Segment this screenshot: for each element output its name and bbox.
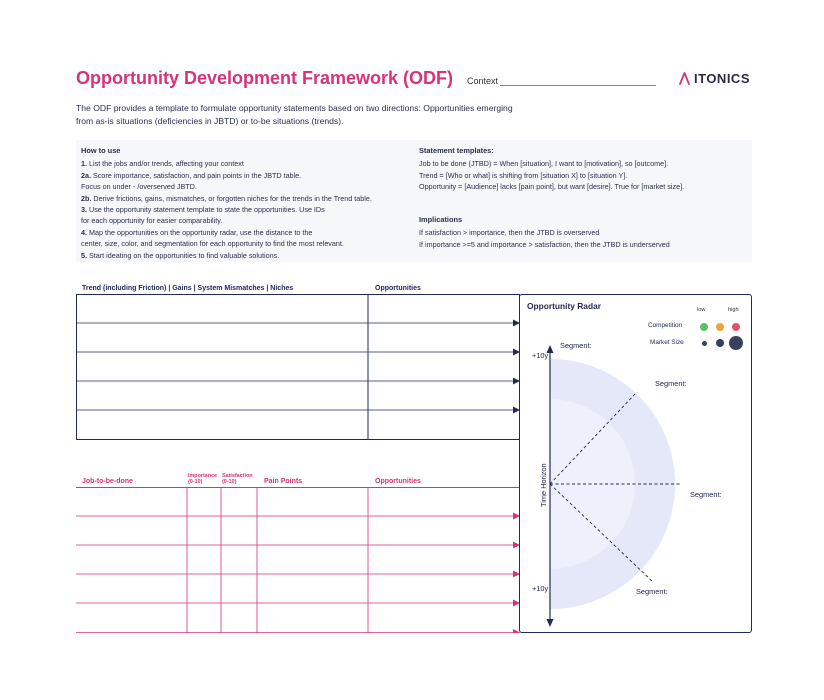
market-size-medium-dot [716, 339, 724, 347]
how-to-step: Focus on under - /overserved JBTD. [81, 182, 197, 192]
trend-table-border [77, 295, 520, 440]
jtbd-table [76, 487, 520, 633]
radar-title: Opportunity Radar [527, 301, 601, 311]
trend-opportunities-header: Opportunities [375, 285, 421, 292]
logo-text: ITONICS [694, 71, 750, 86]
statement-templates-heading: Statement templates: [419, 146, 494, 155]
how-to-step: 2a. Score importance, satisfaction, and pain points in the JBTD table. [81, 170, 302, 180]
segment-label-lower-right: Segment: [636, 587, 668, 596]
itonics-logo [679, 71, 750, 86]
axis-arrow-down-icon [547, 619, 554, 627]
how-to-step: 3. Use the opportunity statement template to state the opportunities. Use IDs [81, 205, 325, 215]
template-line: Job to be done (JTBD) = When [situation], I want to [motivation], so [outcome]. [419, 159, 669, 169]
opportunity-radar [519, 294, 752, 633]
itonics-logo-icon [679, 72, 690, 85]
satisfaction-column-header: Satisfaction (0-10) [222, 473, 253, 485]
trend-table [76, 294, 520, 440]
how-to-use [81, 145, 411, 261]
job-column-header: Job-to-be-done [82, 478, 133, 485]
market-size-label: Market Size [650, 339, 684, 346]
template-line: Opportunity = [Audience] lacks [pain point], but want [desire]. True for [market size]. [419, 182, 685, 192]
how-to-step: 4. Map the opportunities on the opportunity radar, use the distance to the [81, 227, 313, 237]
segment-label-top: Segment: [560, 341, 592, 350]
trend-column-header: Trend (including Friction) | Gains | System Mismatches | Niches [82, 285, 294, 292]
jtbd-table-grid [76, 487, 520, 633]
how-to-step: 5. Start ideating on the opportunities to find valuable solutions. [81, 250, 280, 260]
trend-table-grid [76, 294, 520, 440]
template-line: Trend = [Who or what] is shifting from [situation X] to [situation Y]. [419, 170, 628, 180]
importance-column-header: Importance (0-10) [188, 473, 218, 485]
how-to-use-heading: How to use [81, 146, 121, 155]
market-size-small-dot [702, 341, 707, 346]
implications-heading: Implications [419, 215, 463, 224]
competition-label: Competition [648, 322, 683, 329]
competition-mid-dot [716, 323, 724, 331]
pain-points-column-header: Pain Points [264, 478, 303, 485]
jtbd-opportunities-header: Opportunities [375, 478, 421, 485]
info-panel [76, 140, 752, 262]
context-field[interactable] [500, 85, 656, 86]
segment-label-upper-right: Segment: [655, 379, 687, 388]
competition-low-dot [700, 323, 708, 331]
bottom-horizon-label: +10y [532, 584, 549, 593]
top-horizon-label: +10y [532, 351, 549, 360]
page-title: Opportunity Development Framework (ODF) [76, 68, 454, 88]
how-to-step: for each opportunity for easier comparability. [81, 216, 223, 226]
intro-text [76, 102, 526, 128]
segment-label-right: Segment: [690, 490, 722, 499]
implication-line: If importance >=5 and importance > satisfaction, then the JTBD is underserved [419, 239, 670, 249]
statement-templates [419, 145, 749, 193]
how-to-step: 1. List the jobs and/or trends, affecting your context [81, 159, 244, 169]
how-to-step: 2b. Derive frictions, gains, mismatches, or forgotten niches for the trends in the Trend table. [81, 193, 372, 203]
implications [419, 214, 749, 250]
time-horizon-label: Time Horizon [539, 463, 548, 507]
implication-line: If satisfaction > importance, then the JTBD is overserved [419, 228, 600, 238]
how-to-step: center, size, color, and segmentation for each opportunity to find the most relevant. [81, 239, 344, 249]
intro-line-2: from as-is situations (deficiencies in JBTD) or to-be situations (trends). [76, 116, 344, 126]
legend-high-label: high [728, 307, 739, 313]
intro-line-1: The ODF provides a template to formulate opportunity statements based on two directions: Opportunities emerging [76, 103, 513, 113]
context-label: Context [467, 76, 499, 86]
market-size-large-dot [729, 336, 743, 350]
legend-low-label: low [697, 307, 706, 313]
competition-high-dot [732, 323, 740, 331]
